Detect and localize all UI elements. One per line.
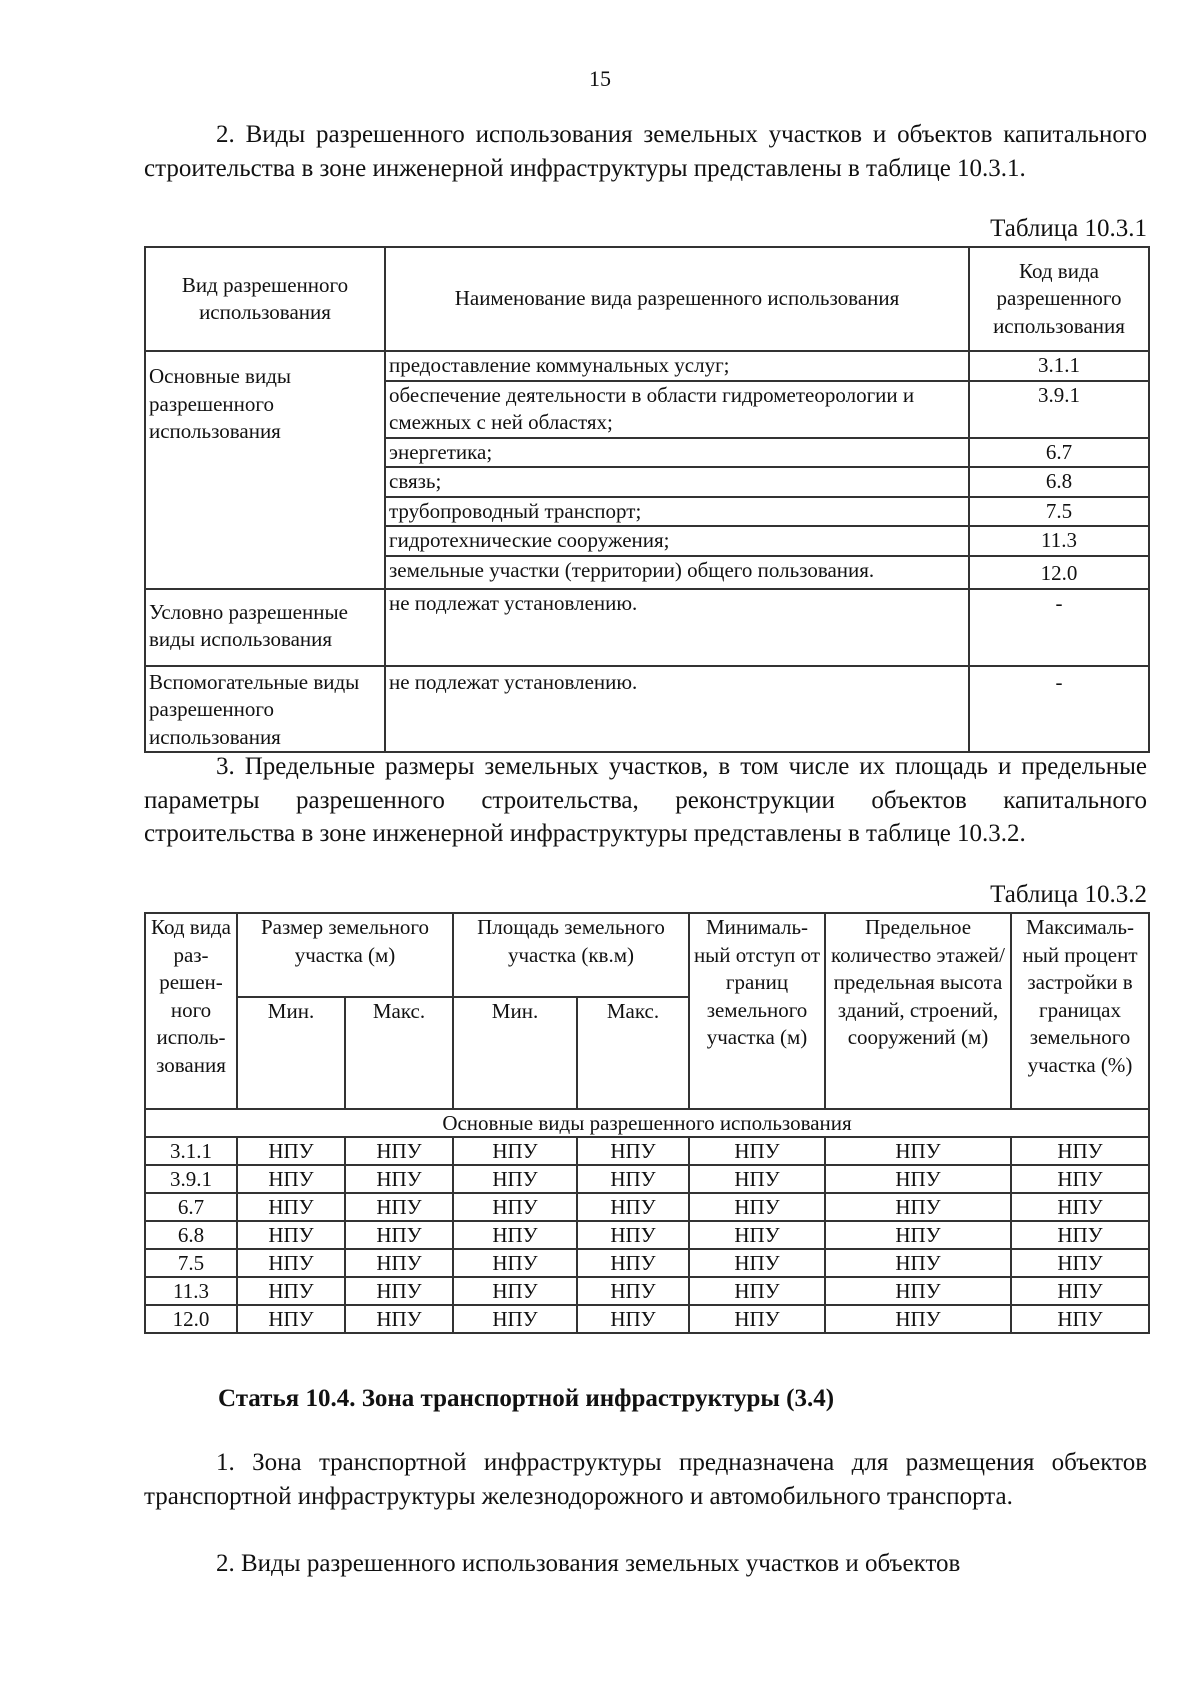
value-cell: НПУ xyxy=(345,1137,453,1165)
page-number: 15 xyxy=(589,66,611,91)
table1-header-code: Код вида разрешенного использования xyxy=(969,247,1149,351)
use-name: гидротехнические сооружения; xyxy=(385,526,969,556)
header-area-min: Мин. xyxy=(453,997,577,1109)
paragraph-table2-intro: 3. Предельные размеры земельных участков, в том числе их площадь и предельные параметры разрешенного строительства, реконструкции объектов капитального строительства в зоне инженерной инфраструктуры представлены в таблице 10.3.2. xyxy=(144,753,1147,847)
value-cell: НПУ xyxy=(237,1249,345,1277)
article-heading: Статья 10.4. Зона транспортной инфраструктуры (3.4) xyxy=(218,1385,835,1412)
table-row xyxy=(145,1305,1149,1333)
table2-body xyxy=(145,1137,1149,1333)
use-name: связь; xyxy=(385,467,969,497)
value-cell: НПУ xyxy=(689,1193,825,1221)
value-cell: НПУ xyxy=(1011,1137,1149,1165)
table-row xyxy=(145,1165,1149,1193)
value-cell: НПУ xyxy=(453,1221,577,1249)
header-area-max: Макс. xyxy=(577,997,689,1109)
conditional-uses-code: - xyxy=(969,589,1149,666)
header-plot-size: Размер земельного участка (м) xyxy=(237,913,453,997)
row-code-cell: 12.0 xyxy=(145,1305,237,1333)
use-name: трубопроводный транспорт; xyxy=(385,497,969,527)
value-cell: НПУ xyxy=(825,1165,1011,1193)
value-cell: НПУ xyxy=(577,1193,689,1221)
group-main-uses: Основные виды разрешенного использования xyxy=(145,1109,1149,1137)
header-max-coverage-percent: Максималь-ный процент застройки в границах земельного участка (%) xyxy=(1011,913,1149,1109)
main-uses-label: Основные виды разрешенного использования xyxy=(145,351,385,589)
paragraph-table1-intro: 2. Виды разрешенного использования земельных участков и объектов капитального строительства в зоне инженерной инфраструктуры представлены в таблице 10.3.1. xyxy=(144,121,1147,182)
value-cell: НПУ xyxy=(1011,1165,1149,1193)
value-cell: НПУ xyxy=(345,1193,453,1221)
value-cell: НПУ xyxy=(237,1165,345,1193)
table1-caption: Таблица 10.3.1 xyxy=(990,215,1147,242)
value-cell: НПУ xyxy=(1011,1221,1149,1249)
value-cell: НПУ xyxy=(577,1165,689,1193)
table2-caption: Таблица 10.3.2 xyxy=(990,881,1147,908)
header-size-min: Мин. xyxy=(237,997,345,1109)
table-row xyxy=(145,1193,1149,1221)
value-cell: НПУ xyxy=(453,1249,577,1277)
row-code-cell: 7.5 xyxy=(145,1249,237,1277)
table-row xyxy=(145,1277,1149,1305)
use-code: 7.5 xyxy=(969,497,1149,527)
value-cell: НПУ xyxy=(345,1277,453,1305)
value-cell: НПУ xyxy=(577,1249,689,1277)
value-cell: НПУ xyxy=(345,1221,453,1249)
value-cell: НПУ xyxy=(345,1305,453,1333)
auxiliary-uses-label: Вспомогательные виды разрешенного использования xyxy=(145,666,385,753)
auxiliary-uses-name: не подлежат установлению. xyxy=(385,666,969,753)
value-cell: НПУ xyxy=(453,1277,577,1305)
value-cell: НПУ xyxy=(1011,1305,1149,1333)
value-cell: НПУ xyxy=(237,1137,345,1165)
value-cell: НПУ xyxy=(237,1193,345,1221)
row-code-cell: 3.1.1 xyxy=(145,1137,237,1165)
value-cell: НПУ xyxy=(577,1137,689,1165)
land-plot-parameters-table xyxy=(144,912,1150,1334)
value-cell: НПУ xyxy=(825,1305,1011,1333)
use-name: обеспечение деятельности в области гидрометеорологии и смежных с ней областях; xyxy=(385,381,969,438)
use-code: 3.1.1 xyxy=(969,351,1149,381)
value-cell: НПУ xyxy=(825,1193,1011,1221)
paragraph-zone-purpose: 1. Зона транспортной инфраструктуры предназначена для размещения объектов транспортной инфраструктуры железнодорожного и автомобильного транспорта. xyxy=(144,1449,1147,1510)
use-name: предоставление коммунальных услуг; xyxy=(385,351,969,381)
row-code-cell: 6.7 xyxy=(145,1193,237,1221)
table1-header-type: Вид разрешенного использования xyxy=(145,247,385,351)
value-cell: НПУ xyxy=(689,1221,825,1249)
auxiliary-uses-code: - xyxy=(969,666,1149,753)
paragraph-permitted-uses: 2. Виды разрешенного использования земельных участков и объектов xyxy=(216,1550,961,1577)
value-cell: НПУ xyxy=(1011,1249,1149,1277)
use-name: земельные участки (территории) общего пользования. xyxy=(385,556,969,589)
value-cell: НПУ xyxy=(345,1165,453,1193)
value-cell: НПУ xyxy=(577,1221,689,1249)
value-cell: НПУ xyxy=(453,1165,577,1193)
table-row xyxy=(145,1249,1149,1277)
permitted-use-table xyxy=(144,246,1150,753)
value-cell: НПУ xyxy=(453,1305,577,1333)
header-max-floors-height: Предельное количество этажей/ предельная высота зданий, строений, сооружений (м) xyxy=(825,913,1011,1109)
value-cell: НПУ xyxy=(825,1137,1011,1165)
value-cell: НПУ xyxy=(237,1277,345,1305)
value-cell: НПУ xyxy=(1011,1277,1149,1305)
value-cell: НПУ xyxy=(825,1277,1011,1305)
table1-header-name: Наименование вида разрешенного использования xyxy=(385,247,969,351)
value-cell: НПУ xyxy=(577,1305,689,1333)
use-code: 6.8 xyxy=(969,467,1149,497)
table-row xyxy=(145,1221,1149,1249)
row-code-cell: 6.8 xyxy=(145,1221,237,1249)
conditional-uses-name: не подлежат установлению. xyxy=(385,589,969,666)
value-cell: НПУ xyxy=(453,1193,577,1221)
value-cell: НПУ xyxy=(1011,1193,1149,1221)
value-cell: НПУ xyxy=(237,1305,345,1333)
header-size-max: Макс. xyxy=(345,997,453,1109)
value-cell: НПУ xyxy=(345,1249,453,1277)
conditional-uses-label: Условно разрешенные виды использования xyxy=(145,589,385,666)
value-cell: НПУ xyxy=(237,1221,345,1249)
use-code: 12.0 xyxy=(969,556,1149,589)
use-code: 11.3 xyxy=(969,526,1149,556)
header-code: Код вида раз-решен-ного исполь-зования xyxy=(145,913,237,1109)
use-code: 3.9.1 xyxy=(969,381,1149,438)
use-name: энергетика; xyxy=(385,438,969,468)
value-cell: НПУ xyxy=(825,1221,1011,1249)
value-cell: НПУ xyxy=(577,1277,689,1305)
value-cell: НПУ xyxy=(689,1165,825,1193)
table-row xyxy=(145,1137,1149,1165)
value-cell: НПУ xyxy=(689,1305,825,1333)
value-cell: НПУ xyxy=(689,1277,825,1305)
value-cell: НПУ xyxy=(453,1137,577,1165)
header-plot-area: Площадь земельного участка (кв.м) xyxy=(453,913,689,997)
value-cell: НПУ xyxy=(825,1249,1011,1277)
row-code-cell: 3.9.1 xyxy=(145,1165,237,1193)
use-code: 6.7 xyxy=(969,438,1149,468)
value-cell: НПУ xyxy=(689,1249,825,1277)
value-cell: НПУ xyxy=(689,1137,825,1165)
header-min-offset: Минималь-ный отступ от границ земельного участка (м) xyxy=(689,913,825,1109)
row-code-cell: 11.3 xyxy=(145,1277,237,1305)
